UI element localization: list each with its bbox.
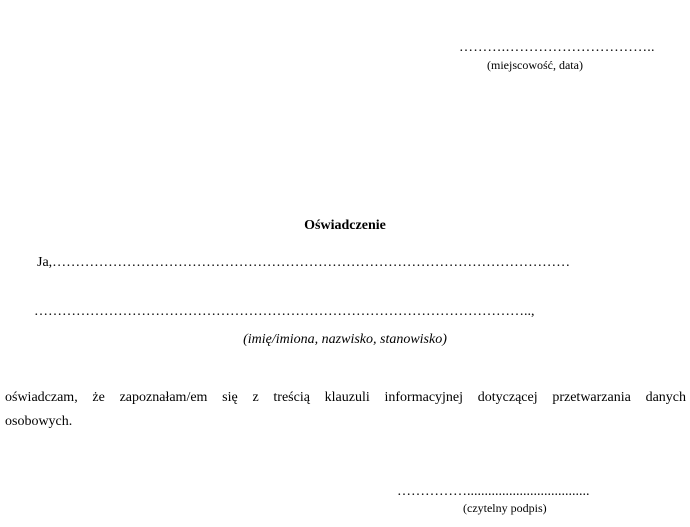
signature-line: ……………...................................	[397, 484, 590, 499]
declarant-caption: (imię/imiona, nazwisko, stanowisko)	[243, 332, 447, 347]
statement-paragraph	[5, 386, 686, 434]
place-date-caption: (miejscowość, data)	[487, 58, 583, 72]
statement-line-1: oświadczam, że zapoznałam/em się z treścią klauzuli informacyjnej dotyczącej przetwarzania danych	[5, 390, 686, 405]
declarant-line-1: Ja,…………………………………………………………………………………………………	[37, 255, 571, 270]
declarant-line-2: ……………………………………………………………………………………………..,	[34, 304, 535, 319]
signature-caption: (czytelny podpis)	[463, 501, 547, 515]
place-date-line: ……….…………………………..	[459, 40, 655, 55]
document-title: Oświadczenie	[304, 218, 386, 233]
statement-line-2: osobowych.	[5, 414, 73, 429]
